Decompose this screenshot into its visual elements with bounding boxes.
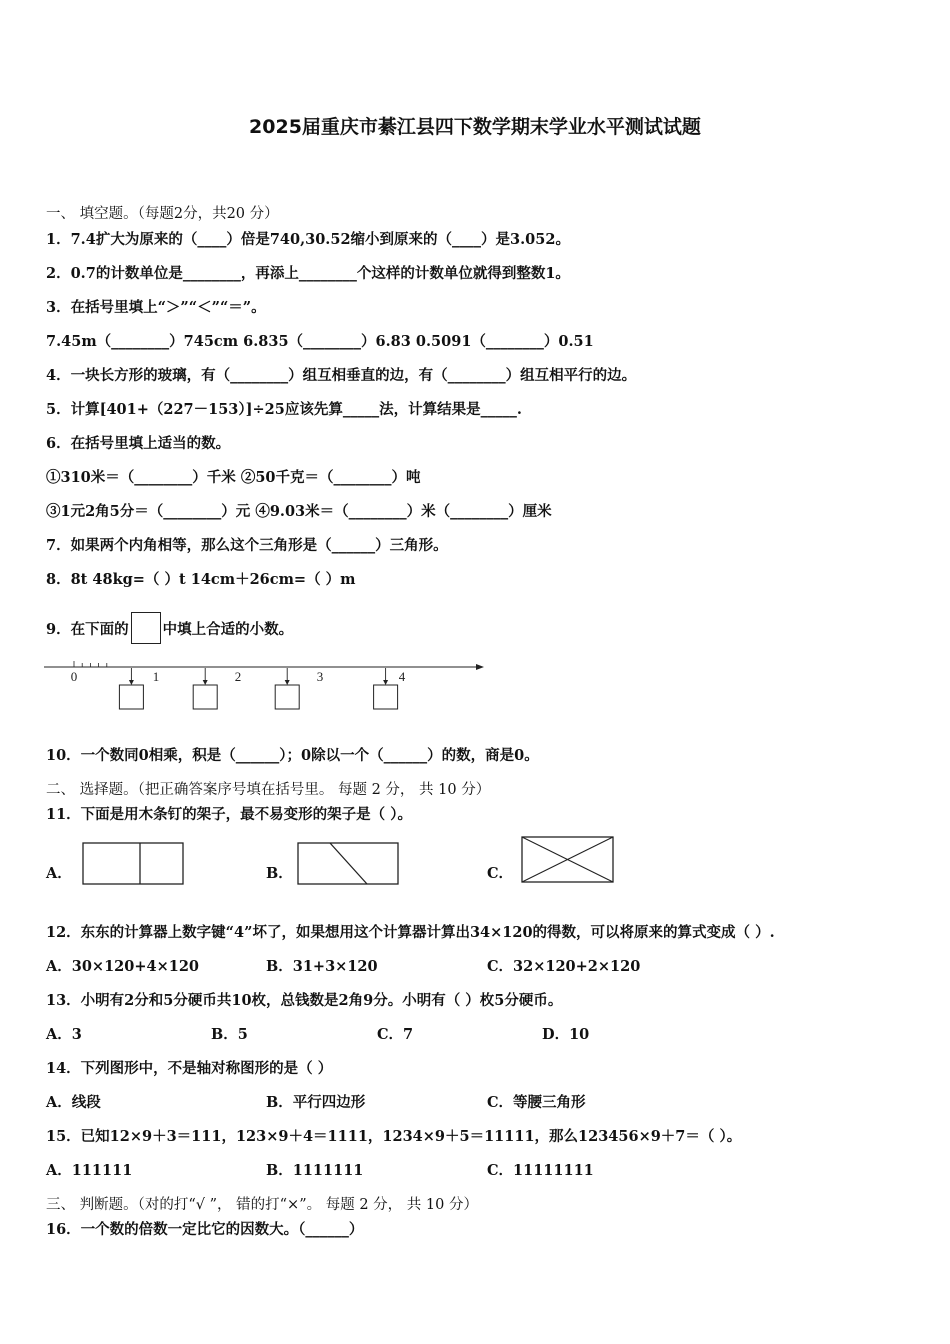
question-9 (46, 612, 293, 644)
section-fill-in-heading: 一、 填空题。（每题2分，共20 分） (46, 206, 279, 222)
number-line (44, 652, 494, 712)
q15-option-c: C．11111111 (487, 1162, 594, 1179)
answer-box (275, 685, 299, 709)
question-3-line: 7.45m（________）745cm 6.835（________）6.83 0.5091（________）0.51 (46, 333, 594, 350)
question-8: 8．8t 48kg=（ ）t 14cm＋26cm=（ ）m (46, 571, 356, 588)
question-1: 1．7.4扩大为原来的（____）倍是740,30.52缩小到原来的（____）是3.052。 (46, 231, 570, 248)
frame-c-figure (521, 836, 615, 884)
frame-b-figure (297, 842, 399, 886)
question-3: 3．在括号里填上“＞”“＜”“＝”。 (46, 299, 266, 316)
number-line-label: 4 (398, 669, 406, 684)
q12-option-c: C．32×120+2×120 (487, 958, 641, 975)
q13-option-c: C．7 (377, 1026, 414, 1043)
page-title: 2025届重庆市綦江县四下数学期末学业水平测试试题 (249, 116, 701, 138)
number-line-label: 3 (316, 669, 324, 684)
question-16: 16．一个数的倍数一定比它的因数大。（______） (46, 1221, 364, 1238)
question-10: 10．一个数同0相乘，积是（______）；0除以一个（______）的数，商是0。 (46, 747, 539, 764)
answer-box (193, 685, 217, 709)
question-9-post: 中填上合适的小数。 (162, 621, 294, 638)
question-9-pre: 9．在下面的 (46, 621, 129, 638)
number-line-arrow-tip (129, 680, 134, 685)
answer-box (119, 685, 143, 709)
q15-option-b: B．1111111 (266, 1162, 364, 1179)
answer-box (374, 685, 398, 709)
q13-option-a: A．3 (46, 1026, 82, 1043)
section-judge-heading: 三、 判断题。（对的打“√ ”， 错的打“×”。 每题 2 分， 共 10 分） (46, 1197, 478, 1213)
question-12: 12．东东的计算器上数字键“4”坏了，如果想用这个计算器计算出34×120的得数，可以将原来的算式变成（ ）. (46, 924, 775, 941)
frame-a-figure (82, 842, 184, 886)
number-line-arrowhead (476, 664, 484, 670)
q15-option-a: A．111111 (46, 1162, 133, 1179)
q14-option-a: A．线段 (46, 1094, 101, 1111)
number-line-arrow-tip (203, 680, 208, 685)
question-14: 14．下列图形中，不是轴对称图形的是（ ） (46, 1060, 333, 1077)
q11-option-c: C． (487, 865, 514, 882)
question-2: 2．0.7的计数单位是________，再添上________个这样的计数单位就得到整数1。 (46, 265, 570, 282)
number-line-arrow-tip (285, 680, 290, 685)
q12-option-b: B．31+3×120 (266, 958, 378, 975)
question-7: 7．如果两个内角相等，那么这个三角形是（______）三角形。 (46, 537, 448, 554)
section-choice-heading: 二、 选择题。（把正确答案序号填在括号里。 每题 2 分， 共 10 分） (46, 782, 491, 798)
q14-option-c: C．等腰三角形 (487, 1094, 586, 1111)
number-line-arrow-tip (383, 680, 388, 685)
number-line-label: 1 (152, 669, 160, 684)
q12-option-a: A．30×120+4×120 (46, 958, 200, 975)
answer-box-icon (131, 612, 161, 644)
question-6-line-2: ③1元2角5分＝（________）元 ④9.03米＝（________）米（________）厘米 (46, 503, 552, 520)
q13-option-b: B．5 (211, 1026, 248, 1043)
number-line-label: 2 (234, 669, 242, 684)
question-15: 15．已知12×9＋3＝111，123×9＋4＝1111，1234×9＋5＝11111，那么123456×9＋7＝（ ）。 (46, 1128, 742, 1145)
question-13: 13．小明有2分和5分硬币共10枚，总钱数是2角9分。小明有（ ）枚5分硬币。 (46, 992, 563, 1009)
question-4: 4．一块长方形的玻璃，有（________）组互相垂直的边，有（________）组互相平行的边。 (46, 367, 637, 384)
q11-option-b: B． (266, 865, 293, 882)
question-11: 11．下面是用木条钉的架子，最不易变形的架子是（ ）。 (46, 806, 412, 823)
question-6: 6．在括号里填上适当的数。 (46, 435, 231, 452)
q14-option-b: B．平行四边形 (266, 1094, 366, 1111)
question-6-line-1: ①310米＝（________）千米 ②50千克＝（________）吨 (46, 469, 421, 486)
q13-option-d: D．10 (542, 1026, 590, 1043)
number-line-label: 0 (70, 669, 78, 684)
question-5: 5．计算[401+（227－153）]÷25应该先算_____法，计算结果是_____. (46, 401, 522, 418)
q11-option-a: A． (46, 865, 72, 882)
